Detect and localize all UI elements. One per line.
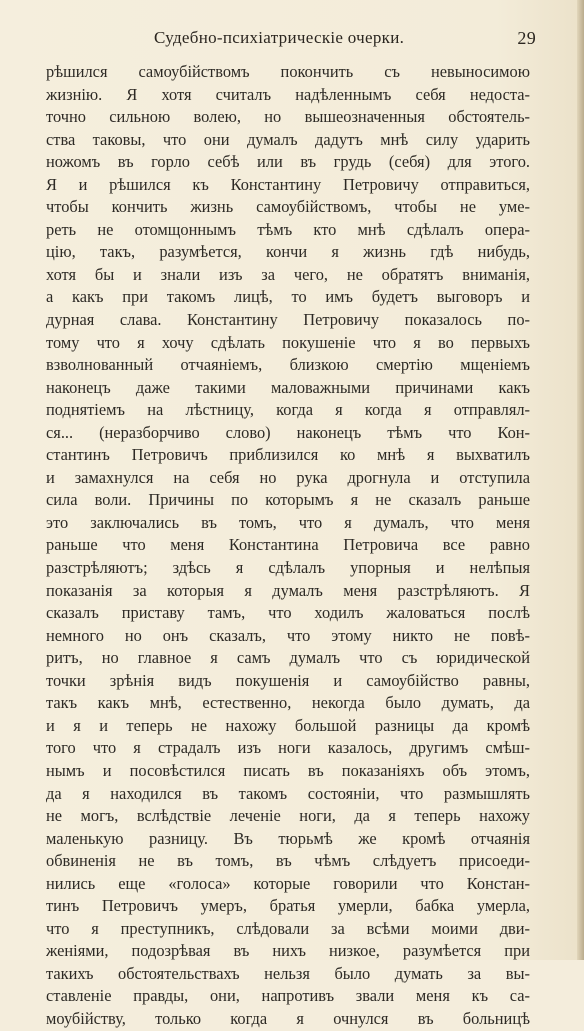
text-line: это заключались въ томъ, что я думалъ, что меня: [46, 512, 530, 532]
text-line: не могъ, вслѣдствіе леченіе ноги, да я теперь нахожу: [46, 806, 530, 826]
text-line: Я и рѣшился къ Константину Петровичу отправиться,: [46, 174, 530, 194]
text-line: цію, такъ, разумѣется, кончи я жизнь гдѣ нибудь,: [46, 242, 530, 262]
page-number: 29: [517, 28, 536, 48]
text-line: показанія за которыя я думалъ меня разстрѣляютъ. Я: [46, 580, 530, 600]
text-line: ства таковы, что они думалъ дадутъ мнѣ силу ударить: [46, 129, 530, 149]
text-line: моубійству, только когда я очнулся въ больницѣ: [46, 1008, 530, 1028]
text-line: раньше что меня Константина Петровича все равно: [46, 535, 530, 555]
text-line: да я находился въ такомъ состояніи, что размышлять: [46, 783, 530, 803]
text-line: немного но онъ сказалъ, что этому никто не повѣ-: [46, 625, 530, 645]
text-line: точно сильною волею, но вышеозначенныя обстоятель-: [46, 107, 530, 127]
text-line: тому что я хочу сдѣлать покушеніе что я во первыхъ: [46, 332, 530, 352]
running-head: [46, 28, 536, 50]
text-line: сказалъ приставу тамъ, что ходилъ жаловаться послѣ: [46, 603, 530, 623]
text-line: нымъ и посовѣстился писать въ показаніяхъ объ этомъ,: [46, 760, 530, 780]
text-line: хотя бы и знали изъ за чего, не обратятъ вниманія,: [46, 264, 530, 284]
text-line: наконецъ даже такими маловажными причинами какъ: [46, 377, 530, 397]
text-line: ритъ, но главное я самъ думалъ что съ юридической: [46, 648, 530, 668]
text-line: и я и теперь не нахожу большой разницы да кромѣ: [46, 715, 530, 735]
text-line: что я преступникъ, слѣдовали за всѣми моими дви-: [46, 918, 530, 938]
text-line: ножомъ въ горло себѣ или въ грудь (себя) для этого.: [46, 152, 530, 172]
text-line: ся... (неразборчиво слово) наконецъ тѣмъ что Кон-: [46, 422, 530, 442]
text-line: реть не отомщоннымъ тѣмъ кто мнѣ сдѣлалъ опера-: [46, 219, 530, 239]
text-line: такихъ обстоятельствахъ нельзя было думать за вы-: [46, 963, 530, 983]
text-line: и замахнулся на себя но рука дрогнула и отступила: [46, 467, 530, 487]
text-line: разстрѣляютъ; здѣсь я сдѣлалъ упорныя и нелѣпыя: [46, 558, 530, 578]
text-line: рѣшился самоубійствомъ покончить съ невыносимою: [46, 62, 530, 81]
text-line: сила воли. Причины по которымъ я не сказалъ раньше: [46, 490, 530, 510]
text-line: поднятіемъ на лѣстницу, когда я когда я отправлял-: [46, 400, 530, 420]
text-line: ставленіе правды, они, напротивъ звали меня къ са-: [46, 986, 530, 1006]
text-line: дурная слава. Константину Петровичу показалось по-: [46, 310, 530, 330]
text-line: такъ какъ мнѣ, естественно, некогда было думать, да: [46, 693, 530, 713]
text-line: того что я страдалъ изъ ноги казалось, другимъ смѣш-: [46, 738, 530, 758]
text-line: точки зрѣнія видъ покушенія и самоубійство равны,: [46, 670, 530, 690]
page-edge-shadow: [577, 0, 584, 960]
body-text: [46, 61, 530, 1031]
text-line: взволнованный отчаяніемъ, близкою смертію мщеніемъ: [46, 355, 530, 375]
text-line: чтобы кончить жизнь самоубійствомъ, чтобы не уме-: [46, 197, 530, 217]
text-line: стантинъ Петровичъ приблизился ко мнѣ я выхватилъ: [46, 445, 530, 465]
text-line: тинъ Петровичъ умеръ, братья умерли, бабка умерла,: [46, 896, 530, 916]
text-line: жизнію. Я хотя считалъ надѣленнымъ себя недоста-: [46, 84, 530, 104]
text-line: а какъ при такомъ лицѣ, то имъ будетъ выговоръ и: [46, 287, 530, 307]
text-line: маленькую разницу. Въ тюрьмѣ же кромѣ отчаянія: [46, 828, 530, 848]
running-title: Судебно-психіатрическіе очерки.: [154, 28, 405, 47]
text-line: нились еще «голоса» которые говорили что Констан-: [46, 873, 530, 893]
text-line: обвиненія не въ томъ, въ чѣмъ слѣдуетъ присоеди-: [46, 851, 530, 871]
text-line: женіями, подозрѣвая въ нихъ низкое, разумѣется при: [46, 941, 530, 961]
